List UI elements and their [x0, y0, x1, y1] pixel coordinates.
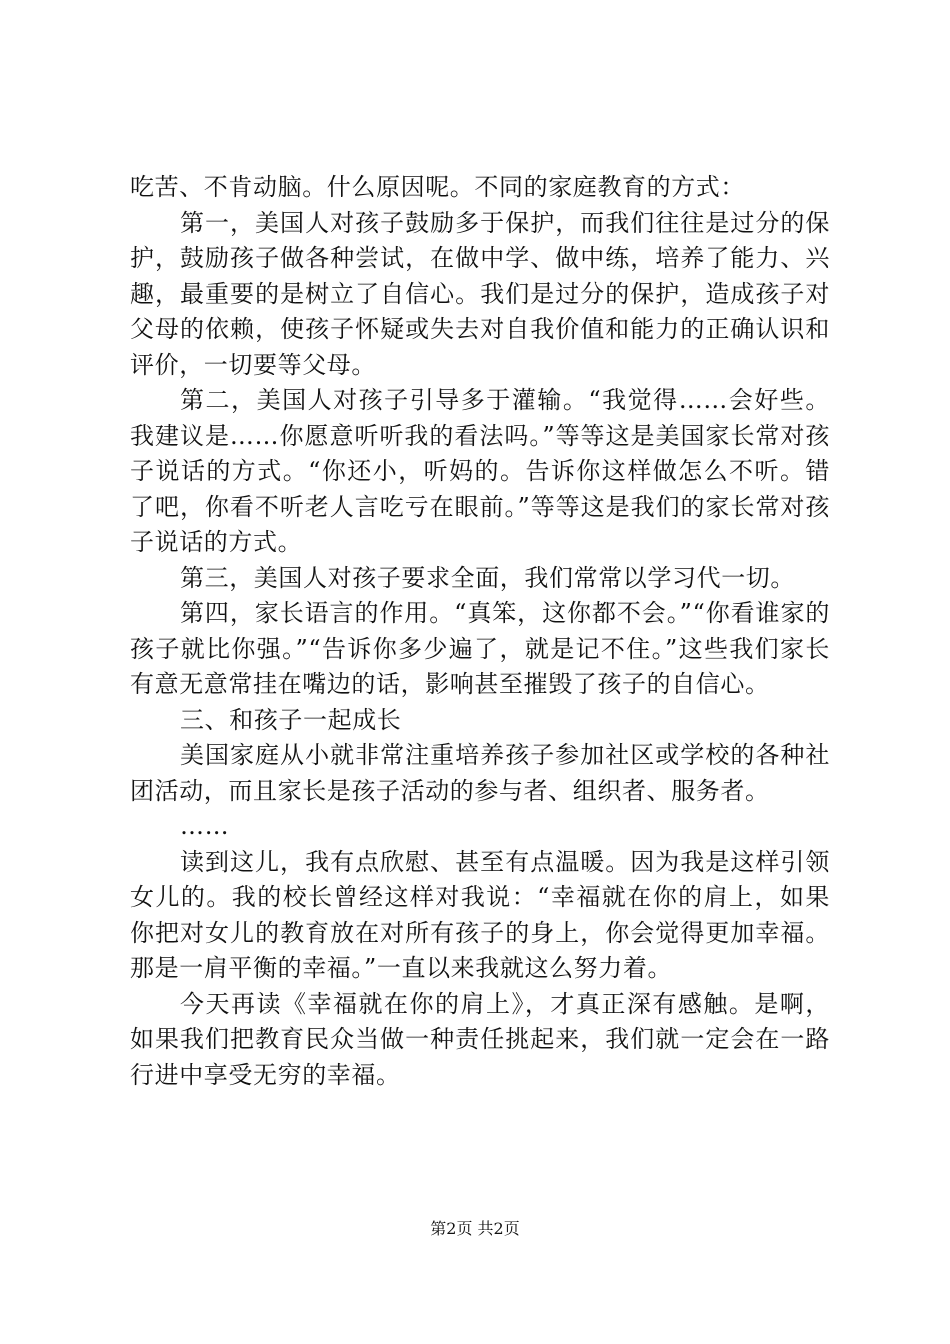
paragraph-7: 美国家庭从小就非常注重培养孩子参加社区或学校的各种社团活动，而且家长是孩子活动的参与者、组织者、服务者。 [130, 741, 830, 805]
paragraph-9: 读到这儿，我有点欣慰、甚至有点温暖。因为我是这样引领女儿的。我的校长曾经这样对我说：“幸福就在你的肩上，如果你把对女儿的教育放在对所有孩子的身上，你会觉得更加幸福。那是一肩平衡的幸福。”一直以来我就这么努力着。 [130, 847, 830, 982]
paragraph-5: 第四，家长语言的作用。“真笨，这你都不会。”“你看谁家的孩子就比你强。”“告诉你多少遍了，就是记不住。”这些我们家长有意无意常挂在嘴边的话，影响甚至摧毁了孩子的自信心。 [130, 599, 830, 698]
ellipsis-line: …… [180, 812, 230, 840]
paragraph-1: 吃苦、不肯动脑。什么原因呢。不同的家庭教育的方式： [130, 173, 745, 201]
body-text [130, 170, 830, 1093]
paragraph-4: 第三，美国人对孩子要求全面，我们常常以学习代一切。 [180, 563, 795, 592]
paragraph-3: 第二，美国人对孩子引导多于灌输。“我觉得……会好些。我建议是……你愿意听听我的看法吗。”等等这是美国家长常对孩子说话的方式。“你还小，听妈的。告诉你这样做怎么不听。错了吧，你看不听老人言吃亏在眼前。”等等这是我们的家长常对孩子说话的方式。 [130, 386, 830, 556]
section-heading: 三、和孩子一起成长 [180, 705, 402, 734]
paragraph-10: 今天再读《幸福就在你的肩上》，才真正深有感触。是啊，如果我们把教育民众当做一种责任挑起来，我们就一定会在一路行进中享受无穷的幸福。 [130, 989, 830, 1089]
page-footer [0, 1216, 950, 1239]
paragraph-2: 第一，美国人对孩子鼓励多于保护，而我们往往是过分的保护，鼓励孩子做各种尝试，在做中学、做中练，培养了能力、兴趣，最重要的是树立了自信心。我们是过分的保护，造成孩子对父母的依赖，使孩子怀疑或失去对自我价值和能力的正确认识和评价，一切要等父母。 [130, 208, 830, 379]
page-number-label: 第2页 共2页 [430, 1219, 520, 1238]
